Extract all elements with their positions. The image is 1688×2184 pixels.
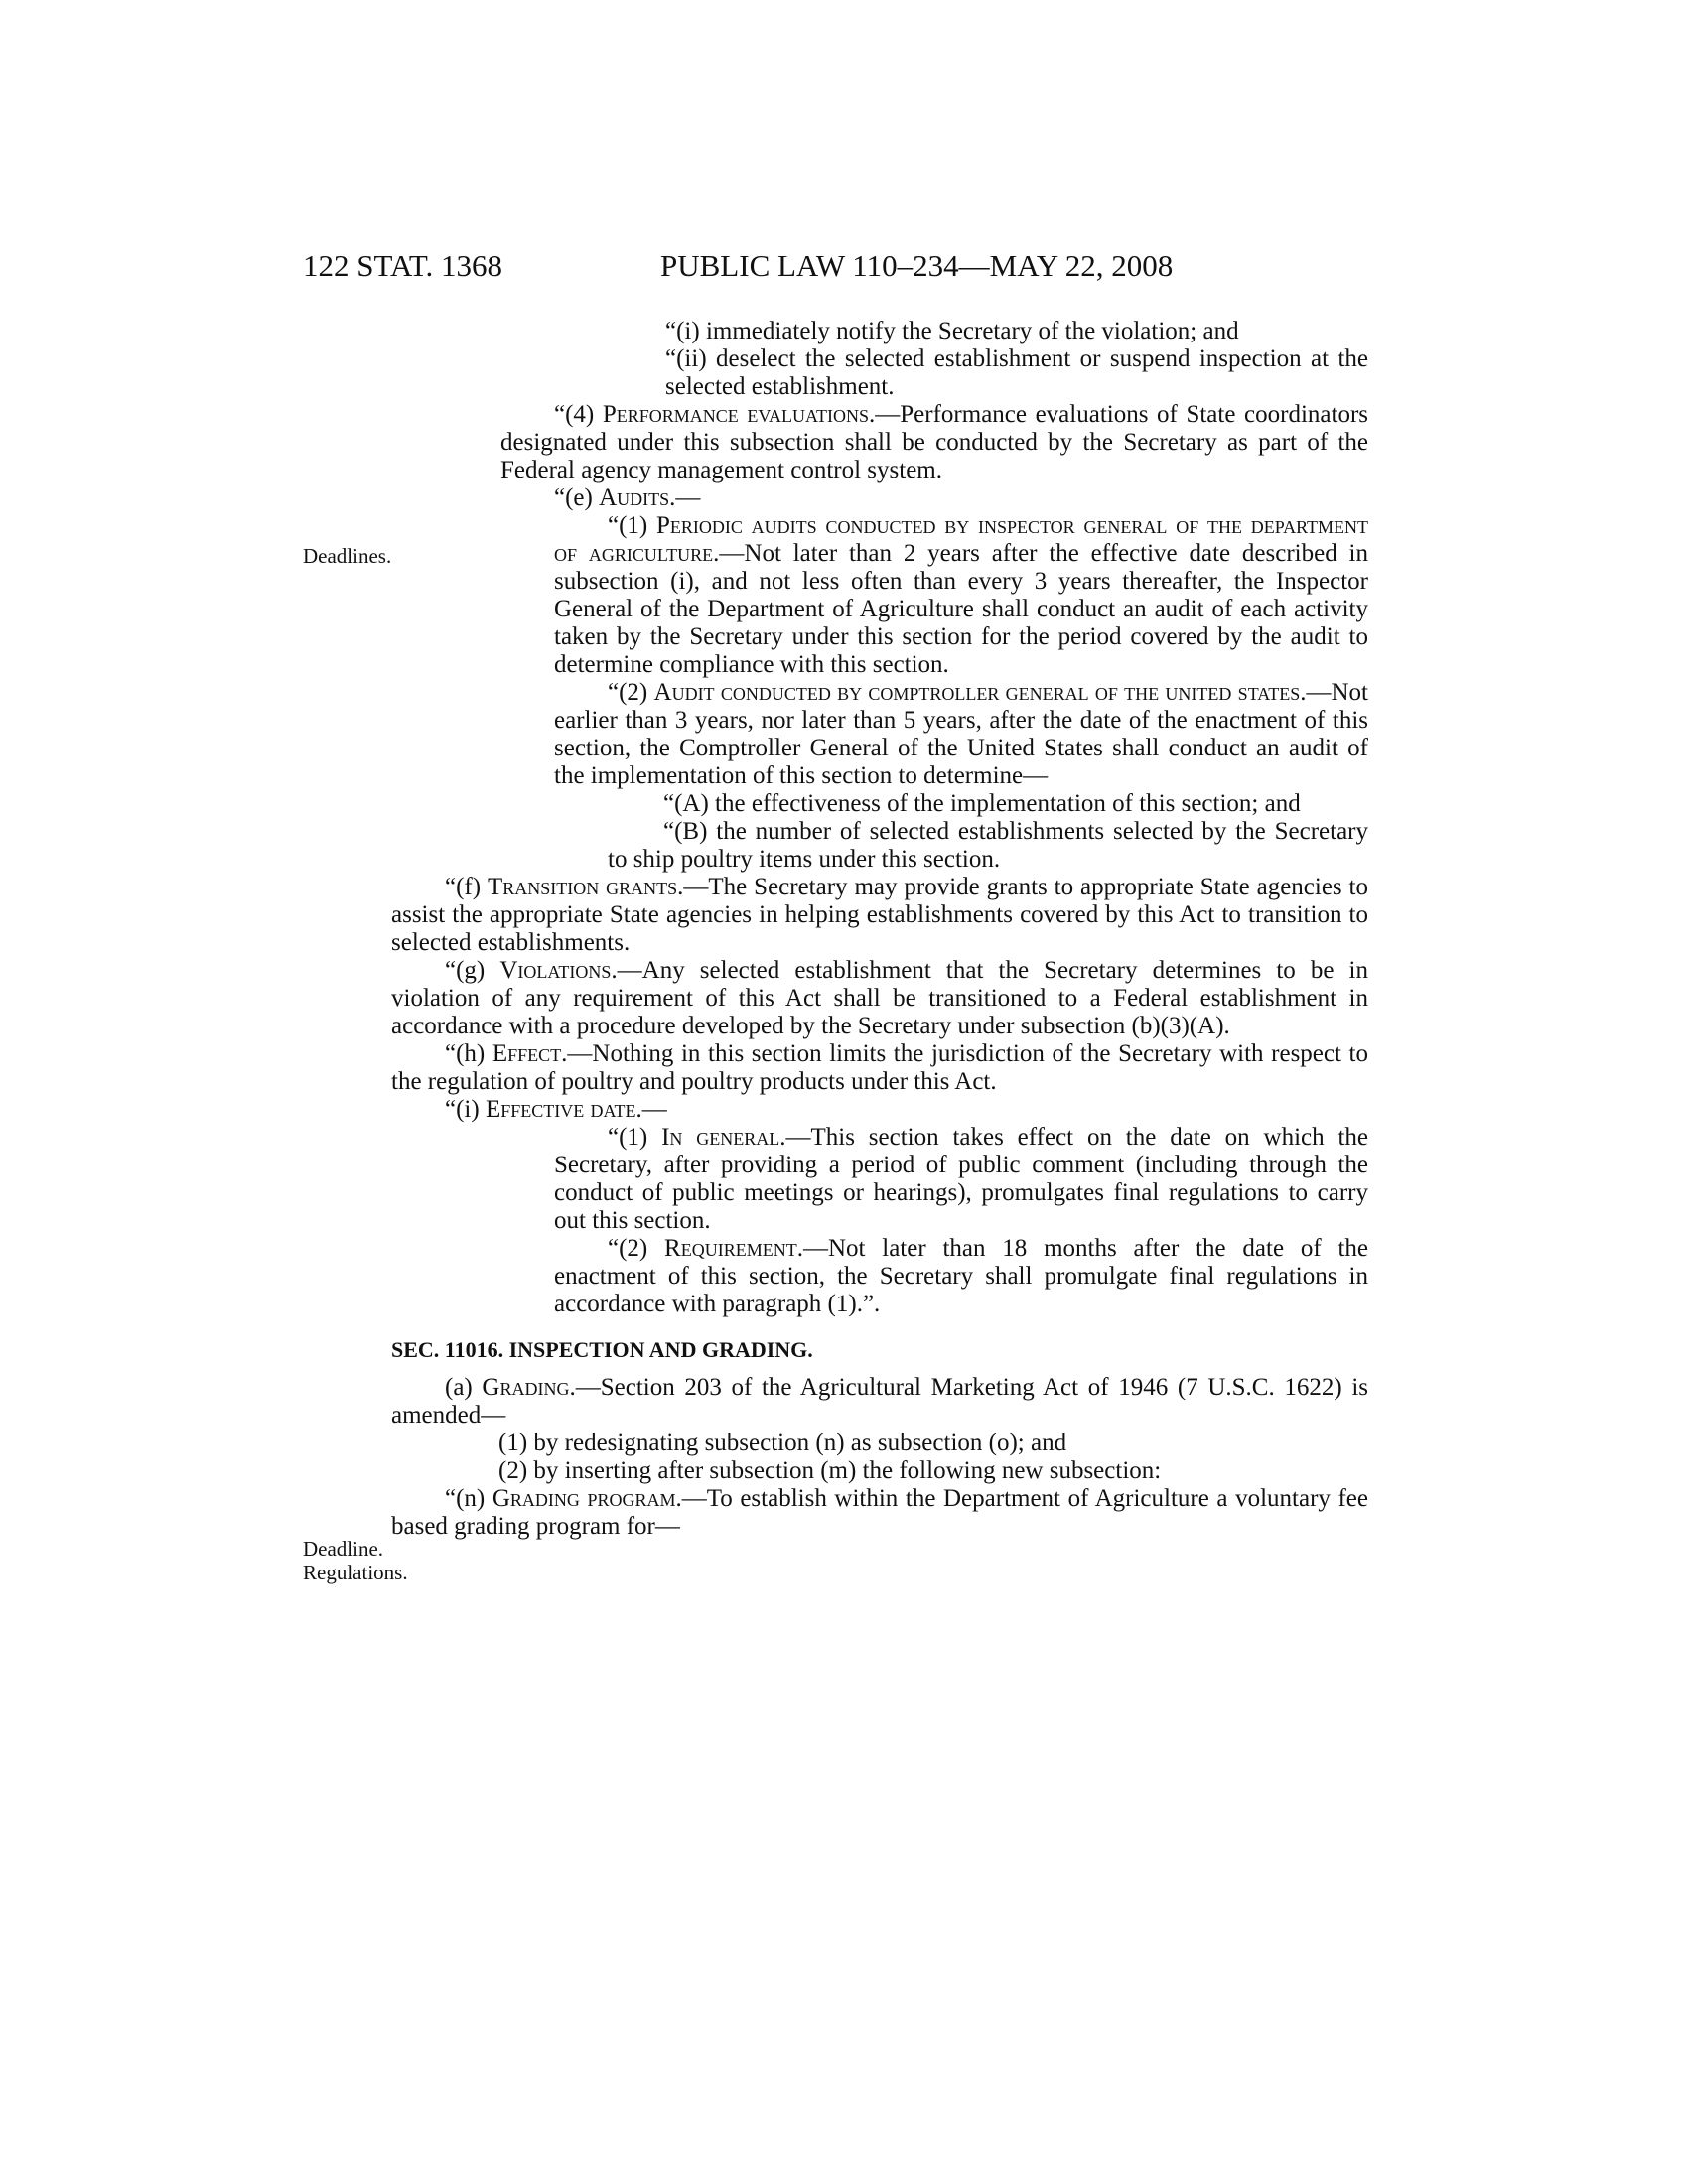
- paragraph: “(e) Audits.—: [554, 484, 701, 511]
- paragraph: “(A) the effectiveness of the implementation of this section; and: [663, 790, 1301, 817]
- section-heading: SEC. 11016. INSPECTION AND GRADING.: [391, 1337, 813, 1362]
- page-header: [303, 248, 1395, 288]
- paragraph: “(B) the number of selected establishments selected by the Secretary to ship poultry items under this section.: [608, 818, 1368, 873]
- paragraph: “(2) Audit conducted by comptroller general of the united states.—Not earlier than 3 years, nor later than 5 years, after the date of the enactment of this section, the Comptroller General of the United States shall conduct an audit of the implementation of this section to determine—: [554, 679, 1368, 789]
- paragraph: (2) by inserting after subsection (m) the following new subsection:: [498, 1457, 1162, 1484]
- margin-note-deadline: Deadline.: [303, 1537, 384, 1561]
- paragraph: “(i) Effective date.—: [445, 1096, 667, 1123]
- paragraph: “(ii) deselect the selected establishment or suspend inspection at the selected establishment.: [665, 345, 1368, 400]
- paragraph: “(h) Effect.—Nothing in this section limits the jurisdiction of the Secretary with respect to the regulation of poultry and poultry products under this Act.: [391, 1040, 1369, 1095]
- margin-note-deadlines: Deadlines.: [303, 544, 392, 568]
- public-law-title: PUBLIC LAW 110–234—MAY 22, 2008: [660, 248, 1174, 283]
- paragraph: (1) by redesignating subsection (n) as subsection (o); and: [498, 1430, 1067, 1456]
- paragraph: “(2) Requirement.—Not later than 18 months after the date of the enactment of this section, the Secretary shall promulgate final regulations in accordance with paragraph (1).”.: [554, 1235, 1368, 1317]
- margin-note-regulations: Regulations.: [303, 1561, 408, 1584]
- paragraph: “(g) Violations.—Any selected establishment that the Secretary determines to be in violation of any requirement of this Act shall be transitioned to a Federal establishment in accordance with a procedure developed by the Secretary under subsection (b)(3)(A).: [391, 957, 1369, 1039]
- statute-page-number: 122 STAT. 1368: [303, 248, 503, 283]
- paragraph: “(1) In general.—This section takes effect on the date on which the Secretary, after providing a period of public comment (including through the conduct of public meetings or hearings), promulgates final regulations to carry out this section.: [554, 1124, 1368, 1234]
- document-body: [391, 318, 1369, 1541]
- paragraph: “(f) Transition grants.—The Secretary may provide grants to appropriate State agencies to assist the appropriate State agencies in helping establishments covered by this Act to transition to selected establishments.: [391, 874, 1368, 956]
- paragraph: “(1) Periodic audits conducted by inspector general of the department of agriculture.—Not later than 2 years after the effective date described in subsection (i), and not less often than every 3 years thereafter, the Inspector General of the Department of Agriculture shall conduct an audit of each activity taken by the Secretary under this section for the period covered by the audit to determine compliance with this section.: [554, 512, 1368, 678]
- paragraph: “(i) immediately notify the Secretary of the violation; and: [665, 318, 1239, 344]
- paragraph: “(n) Grading program.—To establish within the Department of Agriculture a voluntary fee based grading program for—: [391, 1485, 1368, 1540]
- paragraph: “(4) Performance evaluations.—Performance evaluations of State coordinators designated under this subsection shall be conducted by the Secretary as part of the Federal agency management control system.: [500, 401, 1368, 483]
- paragraph: (a) Grading.—Section 203 of the Agricultural Marketing Act of 1946 (7 U.S.C. 1622) is amended—: [391, 1374, 1369, 1429]
